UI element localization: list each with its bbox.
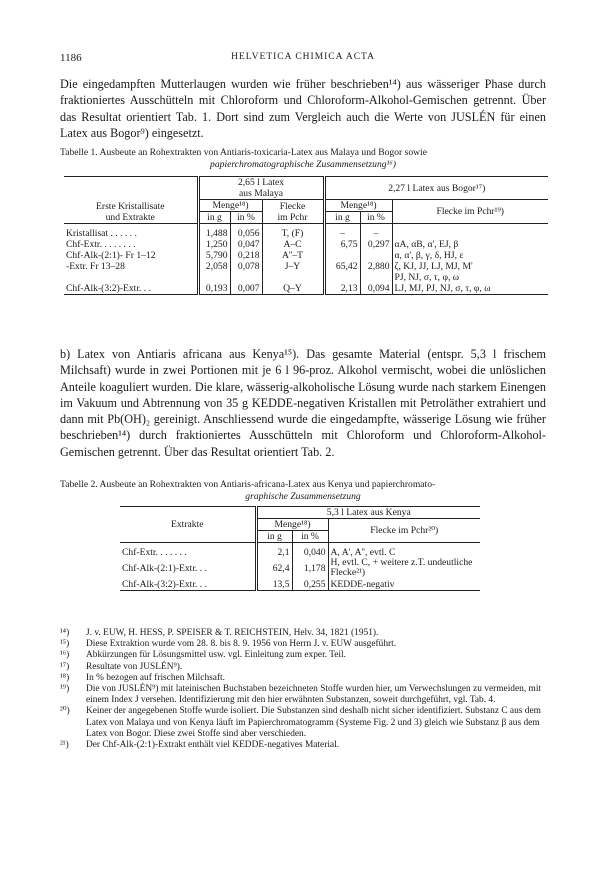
table-row (64, 283, 548, 295)
footnote (60, 706, 546, 740)
footnote-text: Der Chf-Alk-(2:1)-Extrakt enthält viel KEDDE-negatives Material. (86, 740, 340, 751)
t2-cell-p: 0,255 (292, 579, 328, 591)
t1-cell-f1: A''–T (262, 250, 324, 261)
footnote (60, 628, 546, 639)
footnote (60, 740, 546, 751)
t2-header-menge: Menge¹⁸) (256, 519, 328, 531)
t1-cell-f2: PJ, NJ, σ, τ, φ, ω (392, 272, 548, 283)
table1 (64, 176, 548, 295)
table-row (120, 547, 480, 558)
page-number: 1186 (60, 52, 82, 64)
t1-cell-f2 (392, 228, 548, 239)
footnote (60, 639, 546, 650)
t2-cell-g: 62,4 (256, 558, 292, 579)
footnote-text: Keiner der angegebenen Stoffe wurde isoliert. Die Substanzen sind deshalb nicht sicher identifiziert. Substanz C aus dem Latex von Malaya und von Kenya läuft im Papierchromatogramm (Systeme Fig. 2 und 3) gleich wie Substanz β aus dem Latex von Bogor. Diese zwei Stoffe sind aber verschieden. (86, 706, 541, 739)
t1-header-pct2: in % (360, 212, 392, 224)
footnote-text: J. v. EUW, H. HESS, P. SPEISER & T. REICHSTEIN, Helv. 34, 1821 (1951). (86, 628, 379, 638)
footnote (60, 684, 546, 706)
t1-header-malaya (198, 177, 324, 200)
t1-header-malaya-l1: 2,65 l Latex (237, 177, 285, 188)
footnote (60, 662, 546, 673)
t1-cell-p1: 0,056 (230, 228, 262, 239)
t1-cell-g1: 2,058 (198, 261, 230, 272)
table1-caption (60, 147, 546, 170)
table2 (120, 506, 480, 591)
t2-header-flecke: Flecke im Pchr²⁰) (328, 519, 480, 543)
t1-cell-p2 (360, 250, 392, 261)
t1-header-menge1: Menge¹⁸) (198, 200, 262, 212)
table-row (64, 261, 548, 272)
section-b-text: b) Latex von Antiaris africana aus Kenya¹⁵). Das gesamte Material (entspr. 5,3 l frischem Milchsaft) wurde in zwei Portionen mit je 6 l 96-proz. Alkohol vermischt, wobei die unlöslichen Anteile koaguliert wurden. Die klare, wässerig-alkoholische Lösung wurde nach starkem Einengen im Vakuum und Abtrennung von 35 g KEDDE-negativen Kristallen mit Petroläther extrahiert und dann mit Pb(OH)₂ gereinigt. Anschliessend wurde die eingedampfte, wässerige Lösung wie früher beschrieben¹⁴) durch fraktioniertes Ausschütteln mit Chloroform und Chloroform-Alkohol-Gemischen getrennt. Über das Resultat orientiert Tab. 2. (60, 347, 546, 459)
footnote (60, 650, 546, 661)
footnote-mark: ¹⁶) (60, 650, 70, 661)
table2-caption-line2: graphische Zusammensetzung (245, 490, 361, 502)
t1-cell-g1: 0,193 (198, 283, 230, 295)
t1-cell-f2: α, α', β, γ, δ, HJ, ε (392, 250, 548, 261)
t2-cell-f: KEDDE-negativ (328, 579, 480, 591)
t1-cell-p2: – (360, 228, 392, 239)
t1-header-flecke1 (262, 200, 324, 224)
t1-cell-g2: 6,75 (324, 239, 360, 250)
t2-cell-p: 0,040 (292, 547, 328, 558)
t1-header-extrakte-l2: und Extrakte (105, 212, 155, 223)
t1-cell-f2: ζ, KJ, JJ, LJ, MJ, M' (392, 261, 548, 272)
t2-cell-f: A, A', A'', evtl. C (328, 547, 480, 558)
t1-cell-label: -Extr. Fr 13–28 (66, 260, 125, 272)
footnote-mark: ¹⁹) (60, 684, 70, 695)
t1-header-g2: in g (324, 212, 360, 224)
t1-cell-f1: J–Y (262, 261, 324, 272)
footnote-text: Die von JUSLÉN⁹) mit lateinischen Buchstaben bezeichneten Stoffe wurden hier, um Verwechslungen zu vermeiden, mit einem Index J versehen. Identifizierung mit den hier erwähnten Substanzen, soweit durchgeführt, vgl. Tab. 4. (86, 684, 542, 706)
footnote-text: In % bezogen auf frischen Milchsaft. (86, 672, 226, 683)
t1-cell-g1: 1,488 (198, 228, 230, 239)
footnote-mark: ¹⁵) (60, 639, 70, 650)
t1-cell-g2: 65,42 (324, 261, 360, 272)
t1-cell-g2: – (324, 228, 360, 239)
footnote-mark: ²⁰) (60, 706, 70, 717)
t1-cell-g1: 5,790 (198, 250, 230, 261)
section-b-paragraph (60, 346, 546, 460)
t2-cell-p: 1,178 (292, 558, 328, 579)
t1-cell-f1: Q–Y (262, 283, 324, 295)
t1-header-flecke2: Flecke im Pchr¹⁹) (392, 200, 548, 224)
t1-cell-p1: 0,047 (230, 239, 262, 250)
t1-header-bogor: 2,27 l Latex aus Bogor¹⁷) (324, 177, 548, 200)
t1-cell-label: Chf-Extr. . . . . . . . (66, 238, 136, 250)
t1-cell-g2 (324, 272, 360, 283)
t1-header-menge2: Menge¹⁸) (324, 200, 392, 212)
t1-cell-g2: 2,13 (324, 283, 360, 295)
table2-caption-line1: Tabelle 2. Ausbeute an Rohextrakten von Antiaris-africana-Latex aus Kenya und papierchromato- (60, 479, 436, 490)
t1-cell-f1: A–C (262, 239, 324, 250)
intro-text: Die eingedampften Mutterlaugen wurden wie früher beschrieben¹⁴) aus wässeriger Phase durch fraktioniertes Ausschütteln mit Chloroform und Chloroform-Alkohol-Gemischen getrennt. Über das Resultat orientiert Tab. 1. Dort sind zum Vergleich auch die Werte von JUSLÉN für einen Latex aus Bogor⁹) eingesetzt. (60, 77, 546, 140)
t1-header-malaya-l2: aus Malaya (239, 188, 283, 199)
footnote-mark: ¹⁴) (60, 628, 70, 638)
footnote-text: Abkürzungen für Lösungsmittel usw. vgl. Einleitung zum exper. Teil. (86, 650, 346, 661)
footnote-mark: ²¹) (60, 740, 69, 751)
table-row (120, 558, 480, 579)
t1-header-extrakte (64, 177, 198, 224)
table2-caption (60, 479, 546, 502)
t2-header-g: in g (256, 531, 292, 543)
journal-title: HELVETICA CHIMICA ACTA (231, 52, 375, 62)
footnote (60, 673, 546, 684)
t2-cell-label: Chf-Alk-(2:1)-Extr. . . (122, 562, 207, 574)
t1-cell-g1: 1,250 (198, 239, 230, 250)
footnotes (60, 628, 546, 751)
t1-cell-p2 (360, 272, 392, 283)
t2-header-extrakte: Extrakte (171, 519, 204, 530)
footnote-text: Resultate von JUSLÉN⁹). (86, 661, 183, 672)
footnote-mark: ¹⁷) (60, 661, 70, 672)
t1-cell-label (64, 272, 198, 283)
t1-cell-p1 (230, 272, 262, 283)
t2-cell-label: Chf-Extr. . . . . . . (122, 546, 187, 558)
intro-paragraph (60, 76, 546, 141)
t1-cell-g1 (198, 272, 230, 283)
footnote-mark: ¹⁸) (60, 672, 70, 683)
t1-cell-f1 (262, 272, 324, 283)
t1-cell-p2: 0,094 (360, 283, 392, 295)
t2-cell-label: Chf-Alk-(3:2)-Extr. . . (122, 578, 207, 590)
t1-cell-p1: 0,218 (230, 250, 262, 261)
t1-header-pct1: in % (230, 212, 262, 224)
table-row (64, 239, 548, 250)
table-row (64, 272, 548, 283)
table1-caption-line2: papierchromatographische Zusammensetzung¹⁶) (210, 158, 396, 170)
t2-cell-g: 13,5 (256, 579, 292, 591)
page-header (60, 52, 546, 66)
table-row (64, 250, 548, 261)
table1-caption-line1: Tabelle 1. Ausbeute an Rohextrakten von Antiaris-toxicaria-Latex aus Malaya und Bogor sowie (60, 147, 427, 158)
t1-header-g1: in g (198, 212, 230, 224)
table-row (120, 579, 480, 591)
t1-cell-label: Chf-Alk-(3:2)-Extr. . . (66, 282, 151, 294)
t1-cell-label: Chf-Alk-(2:1)- Fr 1–12 (66, 249, 156, 261)
t1-cell-f1: T, (F) (262, 228, 324, 239)
t2-header-pct: in % (292, 531, 328, 543)
t1-header-extrakte-l1: Erste Kristallisate (96, 201, 165, 212)
t2-cell-g: 2,1 (256, 547, 292, 558)
t1-header-flecke1-l1: Flecke (279, 200, 306, 212)
table-row (64, 228, 548, 239)
footnote-text: Diese Extraktion wurde vom 28. 8. bis 8. 9. 1956 von Herrn J. v. EUW ausgeführt. (86, 639, 397, 650)
t2-header-kenya: 5,3 l Latex aus Kenya (256, 507, 480, 519)
t1-cell-p1: 0,007 (230, 283, 262, 295)
t1-cell-p2: 0,297 (360, 239, 392, 250)
t2-cell-f: H, evtl. C, + weitere z.T. undeutliche Flecke²¹) (328, 558, 480, 579)
t1-cell-f2: LJ, MJ, PJ, NJ, σ, τ, φ, ω (392, 283, 548, 295)
t1-cell-f2: αA, αB, α', EJ, β (392, 239, 548, 250)
t1-cell-p1: 0,078 (230, 261, 262, 272)
t1-cell-g2 (324, 250, 360, 261)
t1-cell-p2: 2,880 (360, 261, 392, 272)
t1-header-flecke1-l2: im Pchr (277, 211, 308, 223)
t1-cell-label: Kristallisat . . . . . . (66, 227, 137, 239)
